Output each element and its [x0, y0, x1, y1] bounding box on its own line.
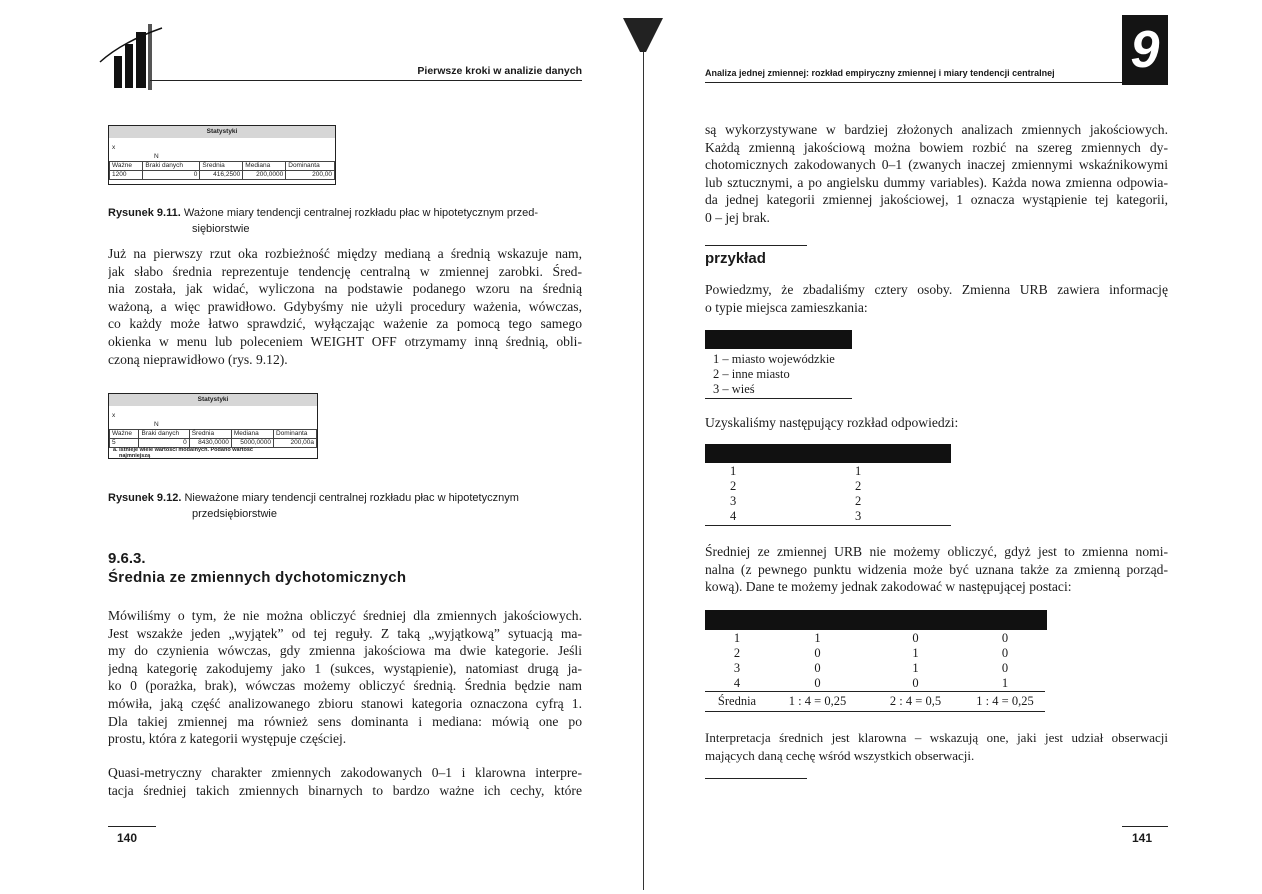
page-number-left: 140	[117, 831, 138, 845]
spss-col-header: Średnia	[200, 162, 243, 171]
table-row	[705, 676, 1045, 692]
spss-col-header: Braki danych	[139, 430, 189, 439]
text-line: Średniej ze zmiennej URB nie możemy obliczyć, gdyż jest to zmienna nomi-	[705, 544, 1168, 559]
right-footer-rule	[1122, 826, 1168, 827]
left-footer-rule	[108, 826, 156, 827]
text-line: ważoną, a więc prawidłowo. Gdybyśmy nie użyli procedury ważenia, wówczas,	[108, 298, 582, 314]
spss-table-title: Statystyki	[109, 394, 317, 406]
caption-label: Rysunek 9.12.	[108, 492, 182, 504]
text-line: Powiedzmy, że zbadaliśmy cztery osoby. Zmienna URB zawiera informację	[705, 282, 1168, 297]
paragraph	[108, 764, 582, 799]
table-cell: 1	[814, 631, 821, 645]
text-line: nalna (z pewnego punktu widzenia może być uznana także za zmienną porząd-	[705, 561, 1168, 577]
text-line: czoną nieprawidłowo (rys. 9.12).	[108, 351, 288, 367]
paragraph	[108, 245, 582, 368]
text-line: są wykorzystywane w bardziej złożonych analizach zmiennych jakościowych.	[705, 122, 1168, 137]
figure-caption-9-11	[108, 205, 588, 237]
paragraph	[705, 729, 1168, 764]
table-cell: 2	[855, 494, 862, 508]
caption-label: Rysunek 9.11.	[108, 207, 181, 219]
spss-col-header: Mediana	[231, 430, 273, 439]
spss-corner-label: x	[112, 144, 116, 151]
section-title: Średnia ze zmiennych dychotomicznych	[108, 569, 407, 586]
spss-cell: 0	[143, 171, 200, 180]
table-cell: 4	[733, 676, 741, 690]
left-header-rule	[150, 80, 582, 81]
code-item: 1 – miasto wojewódzkie	[713, 352, 835, 366]
text-line: Każdą zmienną jakościową można bowiem rozbić na szereg zmiennych dy-	[705, 139, 1168, 155]
table-row	[730, 464, 861, 479]
spss-cell: 200,0000	[243, 171, 286, 180]
footnote-line: a. Istnieje wiele wartości modalnych. Podano wartość	[113, 447, 253, 453]
paragraph	[705, 121, 1168, 227]
text-line: Dla takiej zmiennej ma również sens dominanta i mediana: mówią one po	[108, 713, 582, 729]
paragraph	[705, 543, 1168, 596]
table-cell: 2	[730, 479, 737, 493]
text-line: Quasi-metryczny charakter zmiennych zakodowanych 0–1 i klarowna interpre-	[108, 765, 582, 780]
spss-cell: 416,2500	[200, 171, 243, 180]
table-cell: 1 : 4 = 0,25	[788, 694, 847, 708]
spss-col-header: Dominanta	[273, 430, 316, 439]
chapter-tab	[1122, 15, 1168, 85]
code-item: 2 – inne miasto	[713, 367, 790, 381]
spss-cell: 5000,0000	[231, 439, 273, 448]
text-line: o typie miejsca zamieszkania:	[705, 299, 868, 315]
text-line: tacja średniej takich zmiennych binarnych to bardzo ważne ich cechy, które	[108, 782, 582, 798]
text-line: ko 0 (porażka, brak), wówczas możemy obliczyć średnią. Średnia będzie nam	[108, 678, 582, 694]
footnote-line: najmniejszą	[119, 453, 151, 459]
table-row	[730, 509, 861, 524]
spss-cell: 5	[110, 439, 139, 448]
text-line: okienka w menu lub poleceniem WEIGHT OFF otrzymamy inną średnią, obli-	[108, 333, 582, 349]
table-cell: 3	[733, 661, 741, 675]
text-line: mających daną cechę wśród wszystkich obserwacji.	[705, 747, 975, 763]
spss-col-header: Dominanta	[286, 162, 335, 171]
gutter-shadow-icon	[618, 14, 668, 54]
spss-corner-label: x	[112, 412, 116, 419]
caption-text: Nieważone miary tendencji centralnej rozkładu płac w hipotetycznym	[184, 492, 519, 504]
section-number: 9.6.3.	[108, 550, 146, 567]
spss-col-header: Mediana	[243, 162, 286, 171]
text-line: nia została, jak widać, wyliczona na podstawie podanego wzoru na średnią	[108, 281, 582, 297]
text-line: jedną kategorię zakodujemy jako 1 (sukces, wystąpienie), natomiast drugą ja-	[108, 660, 582, 676]
page-gutter-divider	[643, 40, 644, 890]
text-line: my do czynienia wówczas, gdy zmienna jakościowa ma dwie kategorie. Jeśli	[108, 643, 582, 659]
right-running-header: Analiza jednej zmiennej: rozkład empiryczny zmiennej i miary tendencji centralnej	[705, 68, 1055, 78]
table-cell: 1	[733, 631, 741, 645]
figure-caption-9-12	[108, 490, 588, 522]
table-cell: 1	[912, 661, 919, 675]
spss-col-header: Ważne	[110, 162, 143, 171]
table-cell: 3	[855, 509, 862, 523]
spss-col-header: Średnia	[189, 430, 231, 439]
right-header-rule	[705, 82, 1123, 83]
spss-cell: 1200	[110, 171, 143, 180]
codes-table-header	[705, 330, 852, 349]
spss-table-unweighted	[108, 393, 318, 459]
table-row	[705, 631, 1045, 646]
table-cell: 1	[855, 464, 862, 478]
caption-text: Ważone miary tendencji centralnej rozkładu płac w hipotetycznym przed-	[183, 207, 539, 219]
text-line: Mówiliśmy o tym, że nie można obliczyć średniej dla zmiennych jakościowych.	[108, 608, 582, 623]
text-line: da jednej kategorii zmiennej jakościowej, 1 oznacza wystąpienie tej kategorii,	[705, 192, 1168, 208]
text-line: Interpretacja średnich jest klarowna – wskazują one, jaki jest udział obserwacji	[705, 730, 1168, 745]
table-cell: 1	[912, 646, 919, 660]
example-heading: przykład	[705, 250, 766, 267]
left-running-header: Pierwsze kroki w analizie danych	[417, 65, 582, 77]
table-cell: 1	[1001, 676, 1009, 690]
table-cell: 4	[730, 509, 737, 523]
paragraph	[705, 281, 1168, 316]
codes-list	[713, 352, 835, 397]
caption-text: przedsiębiorstwie	[192, 508, 277, 520]
dummy-table	[705, 631, 1045, 712]
spss-footnote	[113, 447, 253, 459]
table-cell: 0	[912, 631, 919, 645]
codes-bottom-rule	[705, 398, 852, 399]
spss-group-label: N	[154, 153, 159, 160]
example-top-rule	[705, 245, 807, 246]
text-line: kową). Dane te możemy jednak zakodować w następującej postaci:	[705, 579, 1072, 595]
distribution-table	[730, 464, 861, 524]
table-cell: 0	[912, 676, 919, 690]
text-line: Już na pierwszy rzut oka rozbieżność między medianą a średnią wskazuje nam,	[108, 246, 582, 261]
table-cell: 1	[730, 464, 737, 478]
table-row	[730, 494, 861, 509]
example-bottom-rule	[705, 778, 807, 779]
table-cell: 3	[730, 494, 737, 508]
text-line: lub sztucznymi, a po angielsku dummy variables). Każda nowa zmienna odpowia-	[705, 174, 1168, 190]
table-cell: 0	[1001, 661, 1009, 675]
table-cell: 0	[1001, 631, 1009, 645]
chapter-number: 9	[1130, 21, 1160, 79]
text-line: Uzyskaliśmy następujący rozkład odpowiedzi:	[705, 415, 959, 430]
text-line: Jest wszakże jeden „wyjątek” od tej reguły. Z taką „wyjątkową” sytuacją ma-	[108, 625, 582, 641]
code-item: 3 – wieś	[713, 382, 755, 396]
paragraph	[705, 414, 1168, 432]
text-line: mówiła, jaką część analizowanego zbioru stanowi kategoria oznaczona cyfrą 1.	[108, 695, 582, 711]
table-cell: 1 : 4 = 0,25	[976, 694, 1034, 708]
spss-cell: 0	[139, 439, 189, 448]
distribution-bottom-rule	[705, 525, 951, 526]
spss-table-title: Statystyki	[109, 126, 335, 138]
spss-cell: 200,00	[286, 171, 335, 180]
page-number-right: 141	[1132, 831, 1153, 845]
text-line: co każdy może łatwo sprawdzić, wyłączając ważenie za pomocą tego samego	[108, 316, 582, 332]
table-cell: 0	[814, 646, 821, 660]
chapter-logo-icon	[92, 22, 172, 94]
table-cell: 2	[733, 646, 741, 660]
dummy-table-header	[705, 610, 1047, 630]
spss-group-label: N	[154, 421, 159, 428]
table-cell: 0	[814, 676, 821, 690]
spss-cell: 200,00a	[273, 439, 316, 448]
text-line: 0 – jej brak.	[705, 209, 770, 225]
text-line: chotomicznych zakodowanych 0–1 (zwanych inaczej zmiennymi wskaźnikowymi	[705, 157, 1168, 173]
table-row	[730, 479, 861, 494]
distribution-table-header	[705, 444, 951, 463]
paragraph	[108, 607, 582, 748]
spss-cell: 8430,0000	[189, 439, 231, 448]
table-cell: 0	[814, 661, 821, 675]
text-line: prostu, która z kategorii występuje częściej.	[108, 731, 347, 747]
table-cell: 0	[1001, 646, 1009, 660]
table-row	[705, 661, 1045, 676]
table-row	[705, 646, 1045, 661]
table-footer-row	[705, 692, 1045, 712]
text-line: jak słabo średnia reprezentuje tendencję centralną w zmiennej zarobki. Śred-	[108, 263, 582, 279]
table-cell: 2	[855, 479, 862, 493]
spss-col-header: Braki danych	[143, 162, 200, 171]
caption-text: siębiorstwie	[192, 223, 250, 235]
spss-table-weighted	[108, 125, 336, 185]
spss-col-header: Ważne	[110, 430, 139, 439]
table-cell: 2 : 4 = 0,5	[889, 694, 942, 708]
table-cell: Średnia	[717, 694, 757, 708]
